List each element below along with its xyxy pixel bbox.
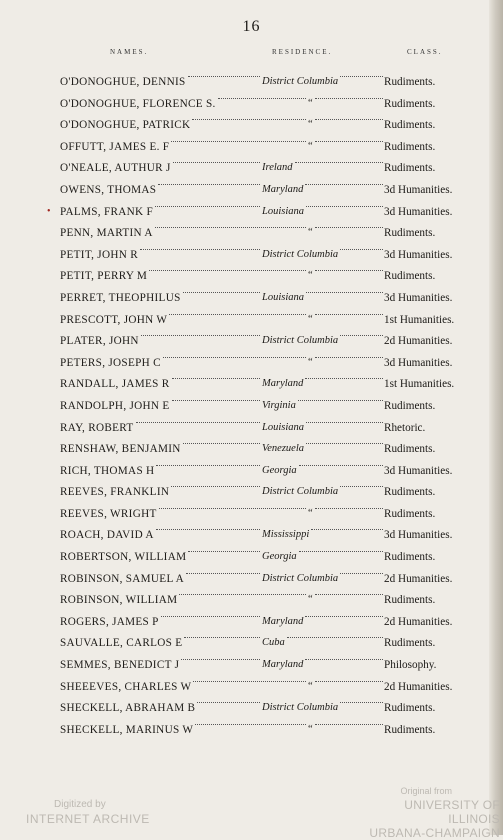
student-name: REEVES, WRIGHT [60, 507, 157, 520]
table-row [0, 184, 503, 206]
dot-leader [195, 724, 306, 725]
student-name: PETIT, JOHN R [60, 248, 138, 261]
dot-leader [315, 270, 383, 271]
dot-leader [306, 422, 383, 423]
table-row [0, 314, 503, 336]
table-row [0, 465, 503, 487]
dot-leader [155, 206, 260, 207]
table-row [0, 594, 503, 616]
student-class: Rudiments. [384, 551, 436, 564]
student-residence: Georgia [262, 551, 297, 563]
student-name: PALMS, FRANK F [60, 205, 154, 218]
student-residence: Maryland [262, 615, 304, 627]
student-name: RAY, ROBERT [60, 421, 134, 434]
student-residence: “ [308, 723, 313, 735]
dot-leader [163, 357, 306, 358]
student-class: Rudiments. [384, 723, 436, 736]
dot-leader [315, 594, 383, 595]
student-residence: District Columbia [262, 248, 339, 260]
dot-leader [315, 141, 383, 142]
student-name: REEVES, FRANKLIN [60, 486, 170, 499]
table-row [0, 573, 503, 595]
dot-leader [340, 573, 383, 574]
dot-leader [156, 529, 260, 530]
dot-leader [306, 292, 383, 293]
dot-leader [181, 659, 260, 660]
student-name: OFFUTT, JAMES E. F [60, 140, 170, 153]
table-row [0, 422, 503, 444]
student-residence: “ [308, 313, 313, 325]
student-name: SHECKELL, MARINUS W [60, 723, 194, 736]
table-row [0, 378, 503, 400]
table-row [0, 508, 503, 530]
student-residence: Maryland [262, 659, 304, 671]
student-residence: “ [308, 680, 313, 692]
student-name: PETIT, PERRY M [60, 270, 148, 283]
student-residence: Louisiana [262, 421, 305, 433]
table-row [0, 162, 503, 184]
student-class: 1st Humanities. [384, 313, 455, 326]
student-residence: Mississippi [262, 529, 310, 541]
student-residence: District Columbia [262, 76, 339, 87]
dot-leader [340, 249, 383, 250]
original-from-watermark [350, 784, 500, 840]
dot-leader [156, 465, 260, 466]
student-name: O'DONOGHUE, DENNIS [60, 76, 186, 88]
student-residence: Maryland [262, 378, 304, 390]
student-residence: Cuba [262, 637, 285, 649]
watermark-internet-archive: INTERNET ARCHIVE [26, 812, 150, 826]
student-name: RANDALL, JAMES R [60, 378, 170, 391]
student-class: 3d Humanities. [384, 248, 453, 261]
student-residence: District Columbia [262, 572, 339, 584]
student-name: RICH, THOMAS H [60, 464, 155, 477]
dot-leader [315, 724, 383, 725]
dot-leader [298, 400, 383, 401]
table-row [0, 292, 503, 314]
dot-leader [171, 486, 260, 487]
dot-leader [340, 702, 383, 703]
student-residence: Maryland [262, 183, 304, 195]
student-residence: “ [308, 97, 313, 109]
table-row [0, 529, 503, 551]
student-class: 3d Humanities. [384, 464, 453, 477]
student-residence: “ [308, 594, 313, 606]
dot-leader [315, 681, 383, 682]
student-class: 2d Humanities. [384, 680, 453, 693]
dot-leader [171, 141, 306, 142]
student-name: RANDOLPH, JOHN E [60, 399, 170, 412]
dot-leader [315, 227, 383, 228]
dot-leader [305, 184, 383, 185]
student-name: ROGERS, JAMES P [60, 615, 159, 628]
dot-leader [188, 551, 260, 552]
student-class: Rudiments. [384, 76, 436, 88]
dot-leader [149, 270, 306, 271]
student-residence: “ [308, 140, 313, 152]
watermark-university: UNIVERSITY OF ILLINOIS [404, 798, 500, 826]
header-residence: RESIDENCE. [272, 48, 333, 56]
dot-leader [158, 184, 260, 185]
student-residence: “ [308, 119, 313, 131]
dot-leader [340, 335, 383, 336]
student-name: PRESCOTT, JOHN W [60, 313, 168, 326]
dot-leader [141, 335, 260, 336]
dot-leader [305, 616, 383, 617]
dot-leader [305, 378, 383, 379]
student-residence: Louisiana [262, 291, 305, 303]
student-class: 3d Humanities. [384, 356, 453, 369]
student-name: ROBERTSON, WILLIAM [60, 551, 187, 564]
student-name: SHECKELL, ABRAHAM B [60, 702, 196, 715]
student-name: OWENS, THOMAS [60, 183, 157, 196]
student-class: Rudiments. [384, 270, 436, 283]
dot-leader [159, 508, 306, 509]
table-row [0, 637, 503, 659]
student-class: Rudiments. [384, 507, 436, 520]
dot-leader [305, 659, 383, 660]
dot-leader [340, 76, 383, 77]
table-row [0, 724, 503, 746]
student-residence: District Columbia [262, 335, 339, 347]
student-residence: District Columbia [262, 702, 339, 714]
student-class: Rudiments. [384, 97, 436, 110]
dot-leader [155, 227, 306, 228]
table-row [0, 702, 503, 724]
table-row [0, 98, 503, 120]
student-class: Rudiments. [384, 594, 436, 607]
dot-leader [179, 594, 306, 595]
student-class: 3d Humanities. [384, 205, 453, 218]
dot-leader [315, 508, 383, 509]
table-row [0, 270, 503, 292]
header-class: CLASS. [407, 48, 443, 56]
table-row [0, 206, 503, 228]
dot-leader [188, 76, 260, 77]
margin-mark-icon: • [47, 205, 51, 217]
table-row [0, 659, 503, 681]
table-row [0, 616, 503, 638]
table-row [0, 227, 503, 249]
table-row [0, 443, 503, 465]
student-name: O'DONOGHUE, FLORENCE S. [60, 97, 216, 110]
column-headers [0, 48, 503, 60]
student-residence: “ [308, 507, 313, 519]
dot-leader [295, 162, 383, 163]
student-residence: Venezuela [262, 443, 304, 455]
student-class: Rudiments. [384, 227, 436, 240]
student-residence: “ [308, 356, 313, 368]
student-residence: District Columbia [262, 486, 339, 498]
dot-leader [218, 98, 306, 99]
digitized-by-watermark [26, 797, 150, 827]
student-name: ROBINSON, WILLIAM [60, 594, 178, 607]
student-class: 3d Humanities. [384, 291, 453, 304]
dot-leader [299, 551, 383, 552]
dot-leader [299, 465, 383, 466]
dot-leader [197, 702, 260, 703]
dot-leader [192, 119, 306, 120]
student-name: SEMMES, BENEDICT J [60, 659, 180, 672]
table-row [0, 249, 503, 271]
dot-leader [140, 249, 260, 250]
student-residence: Virginia [262, 399, 296, 411]
dot-leader [311, 529, 383, 530]
dot-leader [306, 443, 383, 444]
student-class: Rhetoric. [384, 421, 426, 434]
table-row [0, 76, 503, 98]
student-residence: Ireland [262, 162, 293, 174]
dot-leader [136, 422, 260, 423]
student-class: 3d Humanities. [384, 183, 453, 196]
page-number: 16 [242, 18, 261, 35]
student-class: Philosophy. [384, 659, 437, 672]
student-name: SHEEEVES, CHARLES W [60, 680, 192, 693]
table-row [0, 119, 503, 141]
dot-leader [186, 573, 260, 574]
table-row [0, 681, 503, 703]
student-class: 3d Humanities. [384, 529, 453, 542]
dot-leader [306, 206, 383, 207]
watermark-digitized-by: Digitized by [54, 799, 106, 810]
table-row [0, 400, 503, 422]
table-row [0, 141, 503, 163]
table-row [0, 335, 503, 357]
dot-leader [315, 357, 383, 358]
student-residence: “ [308, 270, 313, 282]
student-list [0, 76, 503, 745]
table-row [0, 551, 503, 573]
dot-leader [173, 162, 260, 163]
student-class: Rudiments. [384, 399, 436, 412]
header-names: NAMES. [110, 48, 149, 56]
student-class: Rudiments. [384, 637, 436, 650]
student-class: 2d Humanities. [384, 615, 453, 628]
student-name: PERRET, THEOPHILUS [60, 291, 181, 304]
dot-leader [315, 98, 383, 99]
dot-leader [161, 616, 260, 617]
dot-leader [315, 314, 383, 315]
student-class: Rudiments. [384, 702, 436, 715]
student-name: PETERS, JOSEPH C [60, 356, 161, 369]
dot-leader [287, 637, 383, 638]
dot-leader [169, 314, 306, 315]
dot-leader [340, 486, 383, 487]
dot-leader [193, 681, 306, 682]
student-residence: Louisiana [262, 205, 305, 217]
student-class: 2d Humanities. [384, 572, 453, 585]
dot-leader [315, 119, 383, 120]
student-residence: Georgia [262, 464, 297, 476]
student-class: Rudiments. [384, 443, 436, 456]
watermark-original-from: Original from [400, 786, 452, 796]
student-name: O'NEALE, AUTHUR J [60, 162, 171, 175]
student-class: 2d Humanities. [384, 335, 453, 348]
student-class: Rudiments. [384, 119, 436, 132]
student-name: PLATER, JOHN [60, 335, 139, 348]
student-class: Rudiments. [384, 162, 436, 175]
student-name: PENN, MARTIN A [60, 227, 153, 240]
student-class: Rudiments. [384, 140, 436, 153]
table-row [0, 486, 503, 508]
dot-leader [172, 378, 260, 379]
student-class: Rudiments. [384, 486, 436, 499]
student-class: 1st Humanities. [384, 378, 455, 391]
table-row [0, 357, 503, 379]
student-name: ROACH, DAVID A [60, 529, 154, 542]
student-name: ROBINSON, SAMUEL A [60, 572, 185, 585]
dot-leader [172, 400, 260, 401]
watermark-urbana: URBANA-CHAMPAIGN [369, 826, 500, 840]
dot-leader [184, 637, 260, 638]
student-name: O'DONOGHUE, PATRICK [60, 119, 191, 132]
student-name: SAUVALLE, CARLOS E [60, 637, 183, 650]
dot-leader [183, 443, 260, 444]
dot-leader [183, 292, 260, 293]
student-residence: “ [308, 227, 313, 239]
student-name: RENSHAW, BENJAMIN [60, 443, 181, 456]
